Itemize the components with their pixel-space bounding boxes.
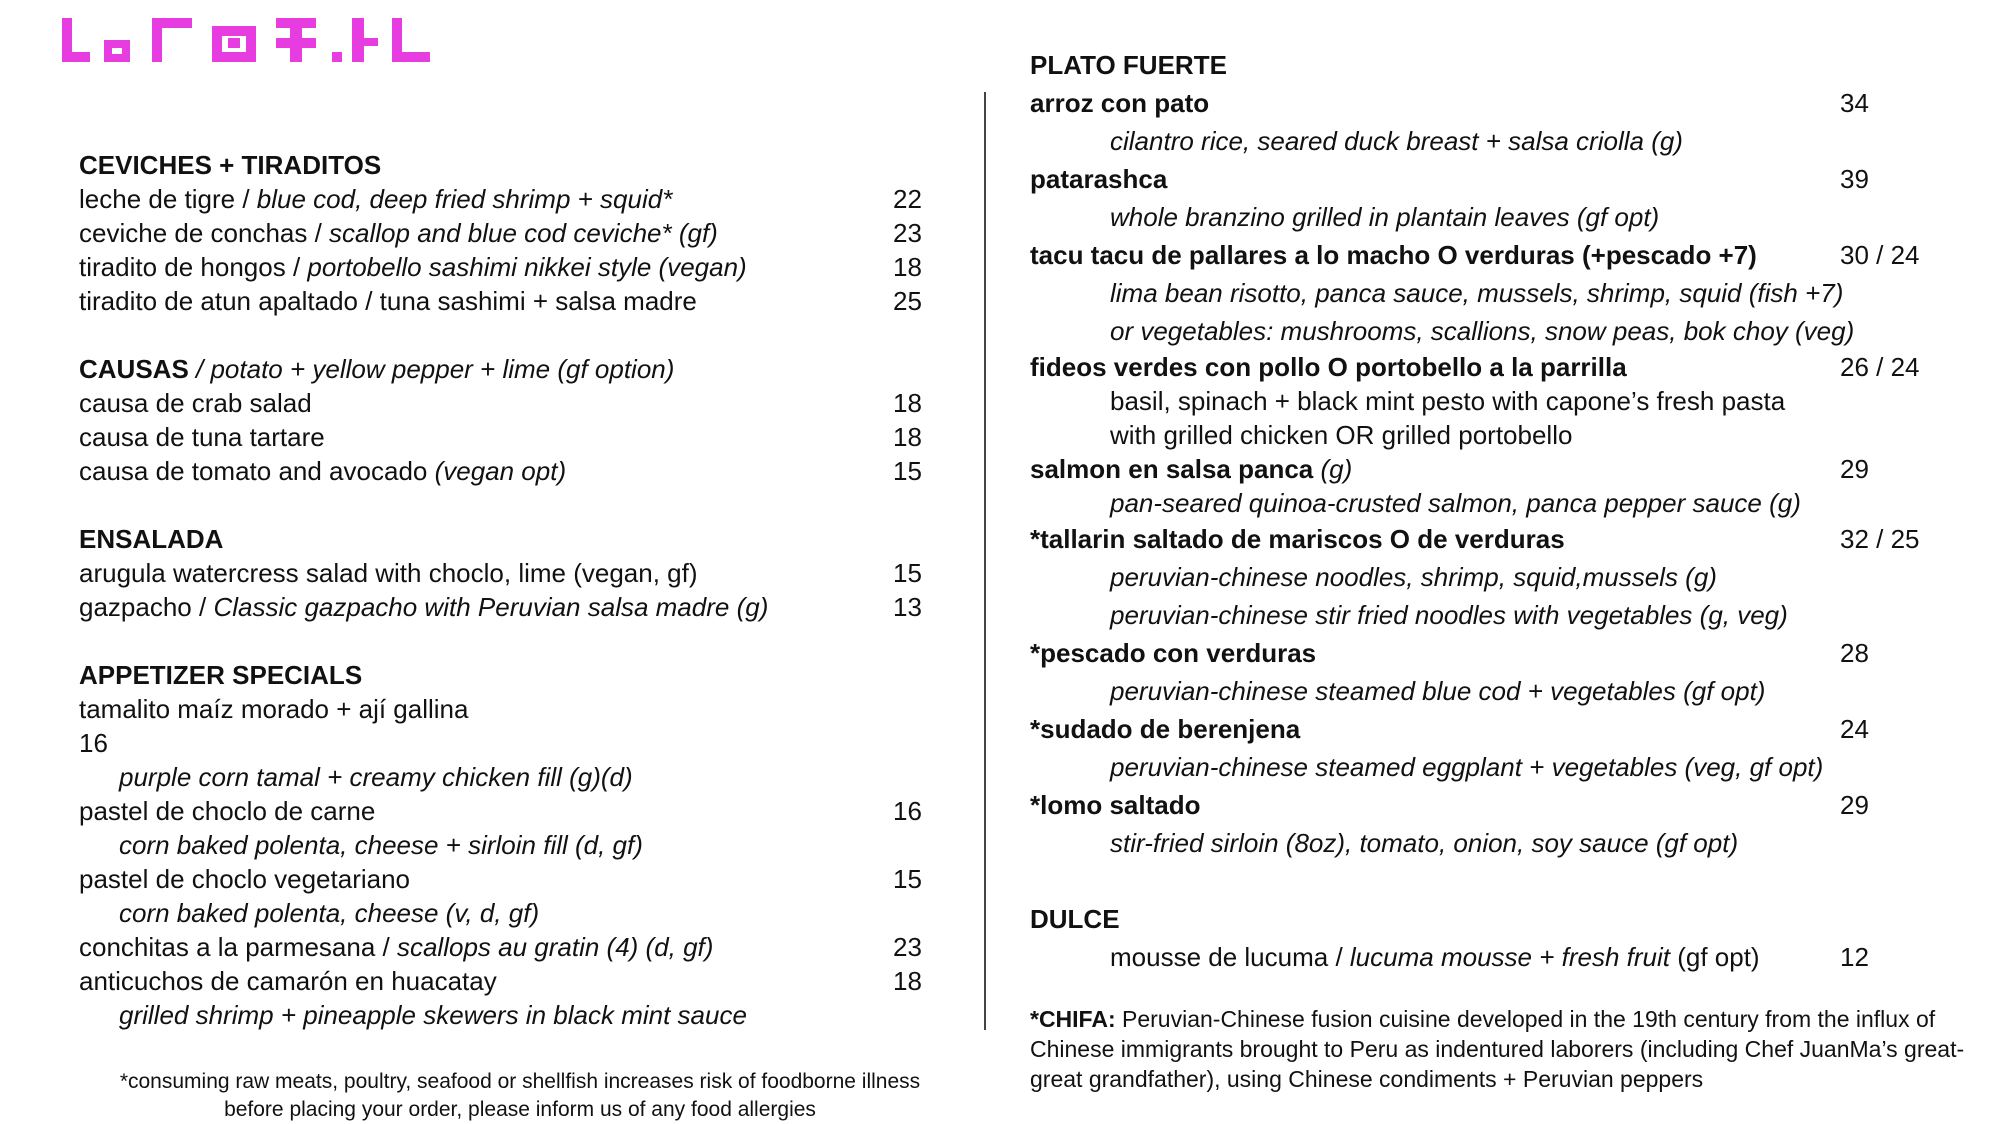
item-description: corn baked polenta, cheese (v, d, gf) bbox=[119, 898, 540, 928]
brand-logo bbox=[62, 18, 432, 64]
item-price: 16 bbox=[893, 796, 922, 826]
section-title-dulce: DULCE bbox=[1030, 904, 1120, 934]
section-title-plato-fuerte: PLATO FUERTE bbox=[1030, 50, 1227, 80]
item-price: 15 bbox=[893, 456, 922, 486]
item-price: 16 bbox=[79, 728, 108, 758]
menu-item bbox=[79, 216, 949, 250]
item-name: gazpacho bbox=[79, 592, 192, 622]
item-name: ceviche de conchas bbox=[79, 218, 308, 248]
item-description: grilled shrimp + pineapple skewers in black mint sauce bbox=[119, 1000, 747, 1030]
item-price: 12 bbox=[1840, 942, 1869, 972]
item-name: tamalito maíz morado + ají gallina bbox=[79, 694, 469, 724]
section-title-text: CAUSAS bbox=[79, 354, 189, 384]
item-name: *tallarin saltado de mariscos O de verduras bbox=[1030, 524, 1565, 554]
chifa-label: *CHIFA: bbox=[1030, 1006, 1116, 1032]
item-name: arroz con pato bbox=[1030, 88, 1210, 118]
item-name: tiradito de hongos bbox=[79, 252, 286, 282]
item-price: 18 bbox=[893, 252, 922, 282]
item-price: 23 bbox=[893, 218, 922, 248]
item-name-note: (g) bbox=[1313, 454, 1353, 484]
item-name: causa de tomato and avocado bbox=[79, 456, 428, 486]
menu-item bbox=[1030, 452, 1980, 486]
menu-item bbox=[79, 284, 949, 318]
item-description: lima bean risotto, panca sauce, mussels, shrimp, squid (fish +7) bbox=[1110, 278, 1844, 308]
item-description: with grilled chicken OR grilled portobello bbox=[1110, 420, 1573, 450]
right-column bbox=[1030, 46, 1980, 976]
item-name: *pescado con verduras bbox=[1030, 638, 1317, 668]
item-name: tacu tacu de pallares a lo macho O verduras (+pescado +7) bbox=[1030, 240, 1757, 270]
item-price: 25 bbox=[893, 286, 922, 316]
item-description: peruvian-chinese steamed blue cod + vegetables (gf opt) bbox=[1110, 676, 1766, 706]
item-name: fideos verdes con pollo O portobello a la parrilla bbox=[1030, 352, 1627, 382]
item-price: 26 / 24 bbox=[1840, 352, 1920, 382]
item-name: salmon en salsa panca bbox=[1030, 454, 1314, 484]
item-description: peruvian-chinese stir fried noodles with vegetables (g, veg) bbox=[1110, 600, 1788, 630]
menu-item bbox=[1030, 634, 1980, 672]
item-price: 18 bbox=[893, 966, 922, 996]
item-description: stir-fried sirloin (8oz), tomato, onion, soy sauce (gf opt) bbox=[1110, 828, 1739, 858]
item-description: cilantro rice, seared duck breast + salsa criolla (g) bbox=[1110, 126, 1683, 156]
item-name: conchitas a la parmesana bbox=[79, 932, 376, 962]
item-separator: / bbox=[1328, 942, 1350, 972]
item-description: lucuma mousse + fresh fruit bbox=[1349, 942, 1670, 972]
footnote-line: before placing your order, please inform us of any food allergies bbox=[224, 1098, 816, 1121]
menu-item bbox=[1030, 786, 1980, 824]
item-price: 24 bbox=[1840, 714, 1869, 744]
item-price: 13 bbox=[893, 592, 922, 622]
section-title-ensalada: ENSALADA bbox=[79, 524, 224, 554]
item-price: 23 bbox=[893, 932, 922, 962]
item-description: Classic gazpacho with Peruvian salsa madre (g) bbox=[213, 592, 769, 622]
item-price: 18 bbox=[893, 388, 922, 418]
left-column bbox=[79, 148, 949, 1032]
item-description: basil, spinach + black mint pesto with capone’s fresh pasta bbox=[1110, 386, 1786, 416]
item-description: blue cod, deep fried shrimp + squid* bbox=[256, 184, 673, 214]
menu-item bbox=[79, 590, 949, 624]
menu-item bbox=[1030, 520, 1980, 558]
menu-item bbox=[1030, 84, 1980, 122]
item-price: 29 bbox=[1840, 790, 1869, 820]
item-description: portobello sashimi nikkei style (vegan) bbox=[307, 252, 747, 282]
menu-item bbox=[79, 250, 949, 284]
item-separator: / bbox=[375, 932, 397, 962]
menu-item bbox=[1030, 350, 1980, 384]
menu-item bbox=[79, 386, 949, 420]
menu-item bbox=[79, 454, 949, 488]
menu-item bbox=[1030, 160, 1980, 198]
item-description: scallop and blue cod ceviche* (gf) bbox=[329, 218, 718, 248]
menu-item bbox=[79, 964, 949, 998]
item-price: 30 / 24 bbox=[1840, 240, 1920, 270]
item-description: peruvian-chinese steamed eggplant + vegetables (veg, gf opt) bbox=[1110, 752, 1824, 782]
item-name: *sudado de berenjena bbox=[1030, 714, 1301, 744]
section-title-causas bbox=[79, 352, 949, 386]
menu-item bbox=[79, 794, 949, 828]
item-note: (gf opt) bbox=[1669, 942, 1760, 972]
menu-item bbox=[79, 862, 949, 896]
menu-item bbox=[1030, 710, 1980, 748]
item-description: pan-seared quinoa-crusted salmon, panca pepper sauce (g) bbox=[1110, 488, 1801, 518]
item-name: causa de tuna tartare bbox=[79, 422, 325, 452]
item-description: whole branzino grilled in plantain leaves (gf opt) bbox=[1110, 202, 1660, 232]
item-name: pastel de choclo vegetariano bbox=[79, 864, 411, 894]
item-name: arugula watercress salad with choclo, lime (vegan, gf) bbox=[79, 558, 698, 588]
item-description: corn baked polenta, cheese + sirloin fill (d, gf) bbox=[119, 830, 643, 860]
item-separator: / bbox=[285, 252, 308, 282]
item-separator: / bbox=[307, 218, 330, 248]
menu-item bbox=[79, 556, 949, 590]
item-description: or vegetables: mushrooms, scallions, snow peas, bok choy (veg) bbox=[1110, 316, 1855, 346]
menu-item bbox=[1030, 236, 1980, 274]
column-divider bbox=[984, 92, 986, 1030]
item-separator: / bbox=[191, 592, 214, 622]
menu-item bbox=[79, 692, 949, 726]
footnote-line: *consuming raw meats, poultry, seafood or shellfish increases risk of foodborne illness bbox=[119, 1070, 921, 1093]
section-title-appetizers: APPETIZER SPECIALS bbox=[79, 660, 363, 690]
chifa-note bbox=[1030, 1004, 1990, 1094]
item-name: anticuchos de camarón en huacatay bbox=[79, 966, 497, 996]
item-name: patarashca bbox=[1030, 164, 1168, 194]
item-name: leche de tigre bbox=[79, 184, 236, 214]
item-price: 15 bbox=[893, 558, 922, 588]
item-description: scallops au gratin (4) (d, gf) bbox=[396, 932, 714, 962]
allergy-footnote bbox=[40, 1068, 1000, 1124]
item-name: pastel de choclo de carne bbox=[79, 796, 376, 826]
item-price: 28 bbox=[1840, 638, 1869, 668]
item-price: 15 bbox=[893, 864, 922, 894]
item-price: 22 bbox=[893, 184, 922, 214]
item-separator: / bbox=[235, 184, 257, 214]
item-name: tiradito de atun apaltado / tuna sashimi + salsa madre bbox=[79, 286, 697, 316]
menu-item bbox=[1030, 938, 1980, 976]
item-price: 29 bbox=[1840, 454, 1869, 484]
item-description: purple corn tamal + creamy chicken fill (g)(d) bbox=[119, 762, 633, 792]
item-price: 32 / 25 bbox=[1840, 524, 1920, 554]
section-title-ceviches: CEVICHES + TIRADITOS bbox=[79, 150, 382, 180]
chifa-text: Peruvian-Chinese fusion cuisine developed in the 19th century from the influx of Chinese immigrants brought to Peru as indentured laborers (including Chef JuanMa’s great-great grandfather), using Chinese condiments + Peruvian peppers bbox=[1030, 1006, 1965, 1092]
item-price: 34 bbox=[1840, 88, 1869, 118]
section-subtitle: / potato + yellow pepper + lime (gf option) bbox=[188, 354, 675, 384]
menu-item bbox=[79, 420, 949, 454]
item-price: 39 bbox=[1840, 164, 1869, 194]
item-name: causa de crab salad bbox=[79, 388, 312, 418]
item-description: peruvian-chinese noodles, shrimp, squid,mussels (g) bbox=[1110, 562, 1717, 592]
item-price: 18 bbox=[893, 422, 922, 452]
item-name: mousse de lucuma bbox=[1110, 942, 1329, 972]
item-description: (vegan opt) bbox=[427, 456, 567, 486]
item-name: *lomo saltado bbox=[1030, 790, 1201, 820]
menu-item bbox=[79, 182, 949, 216]
menu-item bbox=[79, 930, 949, 964]
